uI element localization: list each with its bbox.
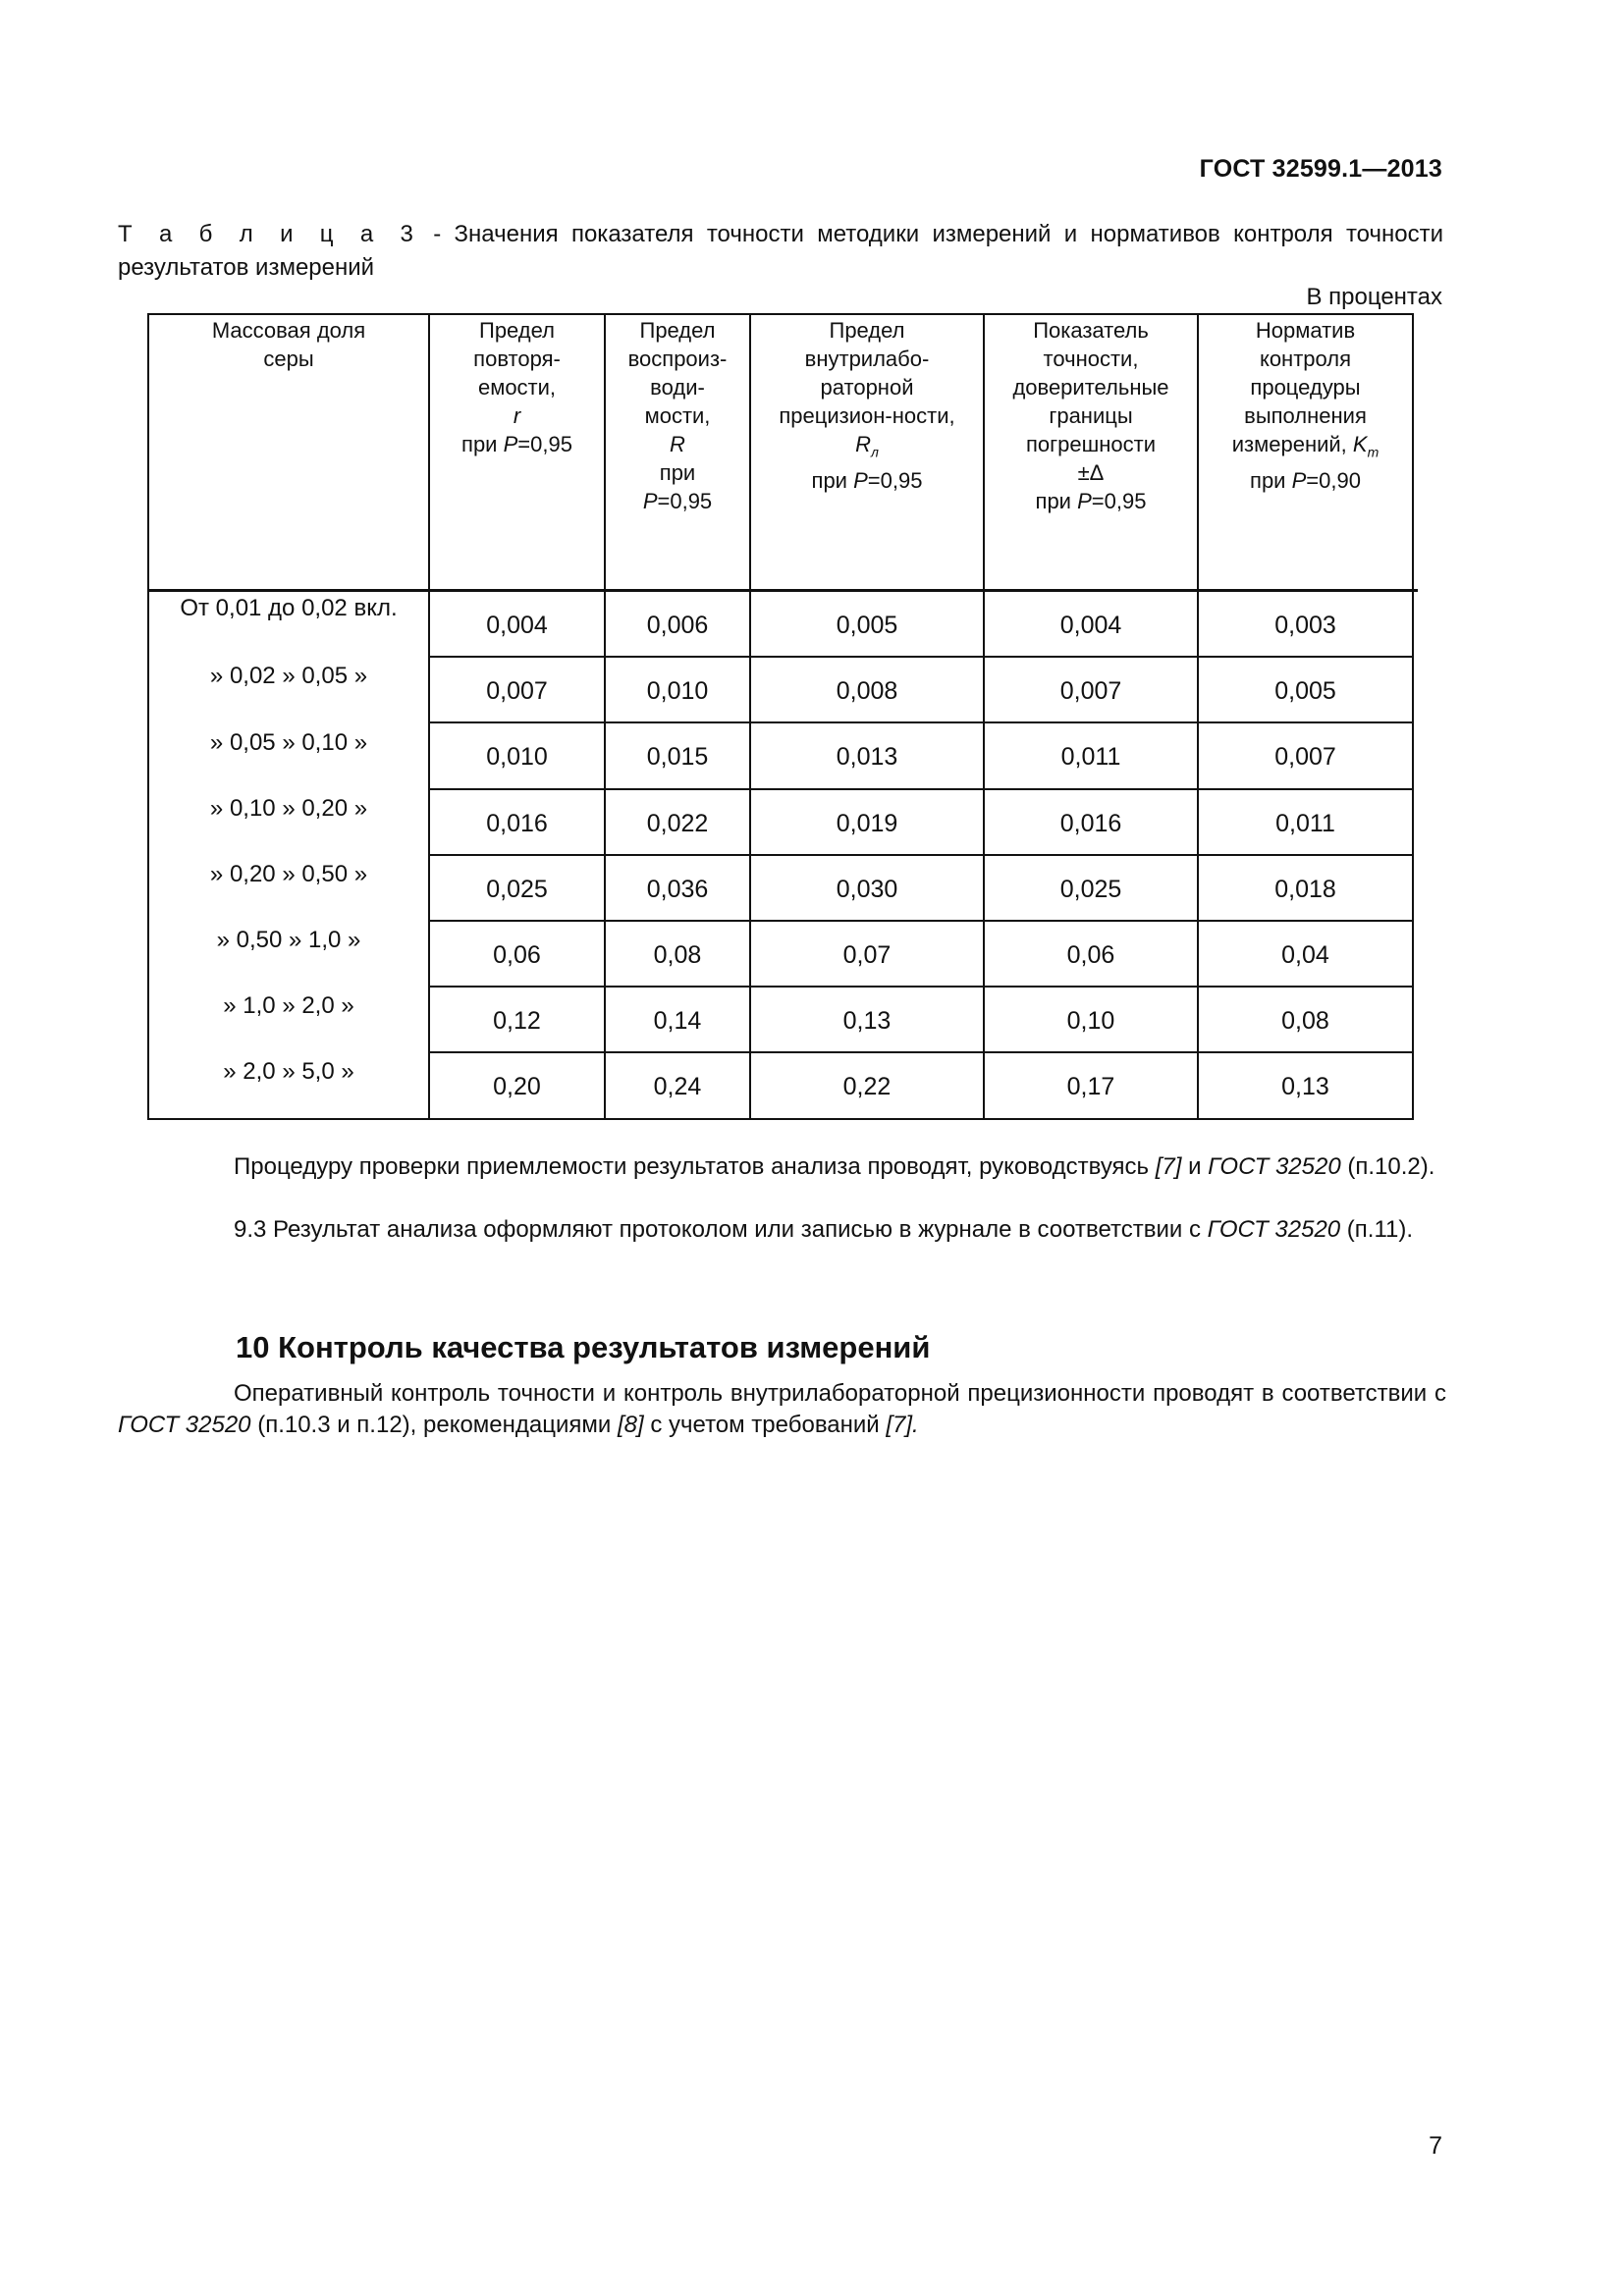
header-control-standard: Норматив контроля процедуры выполнения измерений, $K_m$ при P=0,90 bbox=[1231, 318, 1380, 494]
table-cell: 0,17 bbox=[1066, 1073, 1115, 1100]
row-range: » 0,02 » 0,05 » bbox=[209, 663, 368, 689]
table-cell: 0,036 bbox=[646, 876, 709, 903]
row-range: » 0,05 » 0,10 » bbox=[209, 729, 368, 756]
table-cell: 0,018 bbox=[1274, 876, 1336, 903]
paragraph-section-10: Оперативный контроль точности и контроль внутрилабораторной прецизионности проводят в соответствии с ГОСТ 32520 (п.10.3 и п.12), рекомендациями [8] с учетом требований [7]. bbox=[118, 1380, 1446, 1438]
row-range: » 0,20 » 0,50 » bbox=[209, 861, 368, 887]
header-accuracy-indicator: Показатель точности, доверительные границы погрешности ±Δ при P=0,95 bbox=[1012, 318, 1169, 513]
table-cell: 0,011 bbox=[1060, 743, 1121, 771]
table-caption-text: - Значения показателя точности методики измерений и нормативов контроля точности результатов измерений bbox=[118, 221, 1444, 281]
table-cell: 0,08 bbox=[1281, 1007, 1329, 1035]
table-cell: 0,006 bbox=[646, 612, 709, 639]
table-cell: 0,005 bbox=[1274, 677, 1336, 705]
table-cell: 0,011 bbox=[1275, 810, 1335, 837]
table-caption bbox=[118, 218, 1443, 285]
header-intralab-precision-limit: Предел внутрилабо- раторной прецизион-ности, $R_л$ при P=0,95 bbox=[779, 318, 955, 494]
table-cell: 0,12 bbox=[493, 1007, 541, 1035]
table-cell: 0,016 bbox=[1059, 810, 1122, 837]
table-cell: 0,025 bbox=[486, 876, 548, 903]
table-cell: 0,06 bbox=[493, 941, 541, 969]
table-cell: 0,004 bbox=[486, 612, 548, 639]
header-mass-fraction: Массовая доля серы bbox=[211, 318, 366, 371]
table-cell: 0,06 bbox=[1066, 941, 1115, 969]
table-cell: 0,13 bbox=[1281, 1073, 1329, 1100]
header-reproducibility-limit: Предел воспроиз- води- мости, R при P=0,95 bbox=[627, 318, 728, 513]
table-cell: 0,22 bbox=[842, 1073, 892, 1100]
table-cell: 0,030 bbox=[836, 876, 898, 903]
row-range: От 0,01 до 0,02 вкл. bbox=[180, 595, 398, 621]
table-cell: 0,007 bbox=[1274, 743, 1336, 771]
table-cell: 0,016 bbox=[486, 810, 548, 837]
table-cell: 0,015 bbox=[646, 743, 709, 771]
table-cell: 0,10 bbox=[1066, 1007, 1115, 1035]
table-border-top bbox=[147, 313, 1414, 315]
table-border-right bbox=[1412, 313, 1414, 1120]
page-number: 7 bbox=[1429, 2132, 1442, 2160]
row-range: » 0,10 » 0,20 » bbox=[209, 795, 368, 822]
table-unit-note: В процентах bbox=[1306, 284, 1442, 310]
table-caption-label: Т а б л и ц а 3 bbox=[118, 221, 420, 247]
table-cell: 0,14 bbox=[653, 1007, 702, 1035]
table-cell: 0,07 bbox=[842, 941, 892, 969]
table-cell: 0,010 bbox=[646, 677, 709, 705]
table-cell: 0,007 bbox=[1059, 677, 1122, 705]
table-cell: 0,004 bbox=[1059, 612, 1122, 639]
row-range: » 1,0 » 2,0 » bbox=[223, 992, 354, 1019]
table-cell: 0,025 bbox=[1059, 876, 1122, 903]
header-repeatability-limit: Предел повторя- емости, r при P=0,95 bbox=[461, 318, 572, 456]
table-cell: 0,013 bbox=[836, 743, 898, 771]
table-cell: 0,13 bbox=[842, 1007, 892, 1035]
table-cell: 0,010 bbox=[486, 743, 548, 771]
table-cell: 0,022 bbox=[646, 810, 709, 837]
table-cell: 0,04 bbox=[1281, 941, 1329, 969]
section-10-heading: 10 Контроль качества результатов измерений bbox=[236, 1330, 931, 1364]
row-range: » 2,0 » 5,0 » bbox=[223, 1058, 354, 1085]
row-range: » 0,50 » 1,0 » bbox=[216, 927, 361, 953]
table-cell: 0,019 bbox=[836, 810, 898, 837]
paragraph-9-3: 9.3 Результат анализа оформляют протоколом или записью в журнале в соответствии с ГОСТ 32520 (п.11). bbox=[234, 1216, 1414, 1243]
table-cell: 0,20 bbox=[493, 1073, 541, 1100]
table-cell: 0,24 bbox=[653, 1073, 702, 1100]
table-cell: 0,007 bbox=[486, 677, 548, 705]
document-code: ГОСТ 32599.1—2013 bbox=[1199, 155, 1442, 183]
table-cell: 0,003 bbox=[1274, 612, 1336, 639]
table-cell: 0,005 bbox=[836, 612, 898, 639]
table-cell: 0,008 bbox=[836, 677, 898, 705]
table-cell: 0,08 bbox=[653, 941, 702, 969]
paragraph-acceptability: Процедуру проверки приемлемости результатов анализа проводят, руководствуясь [7] и ГОСТ 32520 (п.10.2). bbox=[234, 1153, 1435, 1180]
